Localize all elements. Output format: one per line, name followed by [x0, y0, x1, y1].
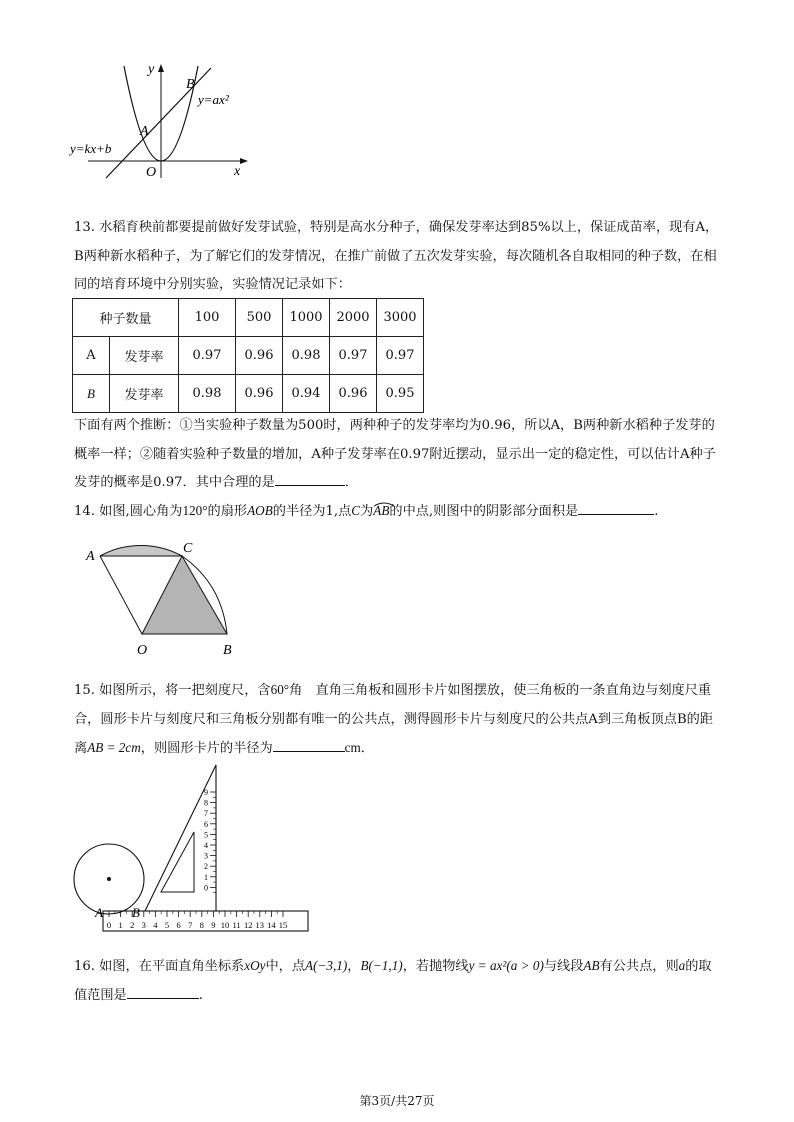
- parabola-expr: y = ax²(a > 0): [468, 958, 544, 973]
- q16-part: 的取值范围是: [74, 959, 712, 1003]
- label-parabola: y=ax²: [198, 92, 229, 107]
- q13-text: 13. 水稻育秧前都要提前做好发芽试验，特别是高水分种子，确保发芽率达到85%以上，保证成苗率，现有A，B两种新水稻种子，为了解它们的发芽情况，在推广前做了五次发芽实验，每次随机各自取相同的种子数，在相同的培育环境中分别实验，实验情况记录如下：: [74, 220, 719, 292]
- triangle-tick-label: 1: [204, 872, 208, 882]
- arc-label: AB: [373, 503, 390, 518]
- q15-part: 角 直角三角板和圆形卡片如图摆放，使三角板的一条直角边与刻度尺重合，圆形卡片与刻度尺和三角板分别都有唯一的公共点，测得圆形卡片与刻度尺的公共点A到三角板顶点B的距离: [74, 683, 714, 756]
- angle-value: 60°: [270, 682, 290, 697]
- x-axis-arrow: [240, 158, 248, 164]
- q16-part: ，: [347, 959, 361, 974]
- punct: ．: [344, 475, 358, 490]
- triangle-tick-label: 4: [204, 841, 208, 850]
- unit-label: cm: [344, 740, 361, 755]
- segment-name: AB: [583, 958, 600, 973]
- answer-blank[interactable]: [275, 471, 345, 486]
- table-cell: B: [73, 375, 110, 413]
- table-cell: 0.95: [377, 375, 424, 413]
- label-A: A: [86, 549, 95, 564]
- table-header-cell: 3000: [377, 299, 424, 337]
- punct: ．: [360, 741, 374, 756]
- triangle-tick-label: 3: [204, 851, 208, 861]
- y-axis-arrow: [158, 64, 164, 72]
- coord-system: xOy: [244, 958, 266, 973]
- side-AO: [100, 556, 142, 634]
- triangle-tick-label: 0: [204, 883, 208, 893]
- arc-overline: [373, 501, 395, 507]
- point-name: C: [351, 503, 361, 518]
- table-cell: 0.94: [283, 375, 330, 413]
- distance-expr: AB = 2cm: [87, 740, 141, 755]
- triangle-tick-label: 9: [204, 788, 208, 797]
- answer-blank[interactable]: [273, 737, 345, 752]
- label-y-axis: y: [148, 62, 155, 77]
- q15-text: [74, 676, 724, 764]
- point-B: B(−1,1): [360, 958, 403, 973]
- table-row: [73, 299, 424, 337]
- ruler-tick-label: 13: [255, 920, 265, 930]
- table-cell: 发芽率: [110, 337, 179, 375]
- punct: .: [654, 504, 659, 519]
- fig14-sector: [80, 538, 250, 663]
- table-cell: 0.97: [179, 337, 236, 375]
- answer-blank[interactable]: [127, 984, 199, 999]
- label-B: B: [132, 905, 140, 920]
- table-cell: 0.96: [330, 375, 377, 413]
- triangle-tick-label: 7: [204, 809, 208, 819]
- q16-part: 与线段: [543, 959, 584, 974]
- variable-a: a: [678, 958, 686, 973]
- ruler-tick-label: 5: [164, 920, 170, 930]
- arc-name: [373, 503, 389, 518]
- sector-name: AOB: [247, 503, 273, 518]
- table-header-cell: 500: [236, 299, 283, 337]
- q16-part: 16. 如图，在平面直角坐标系: [74, 959, 245, 974]
- ruler-tick-label: 2: [130, 920, 135, 930]
- ruler-tick-label: 14: [267, 920, 276, 930]
- angle-value: 120°: [182, 503, 208, 518]
- q16-part: 中，点: [265, 959, 306, 974]
- label-origin: O: [146, 165, 157, 180]
- q14-part: 14. 如图,圆心角为: [74, 504, 183, 519]
- table-header-cell: 种子数量: [73, 299, 179, 337]
- label-O: O: [137, 643, 148, 658]
- table-header-cell: 2000: [330, 299, 377, 337]
- label-point-B: B: [186, 77, 195, 92]
- ruler-tick-label: 7: [188, 920, 193, 930]
- ruler-tick-label: 11: [232, 920, 241, 930]
- ruler-tick-label: 0: [106, 920, 112, 930]
- ruler-tick-label: 9: [211, 920, 216, 930]
- ruler-tick-label: 6: [176, 920, 181, 930]
- table-cell: 发芽率: [110, 375, 179, 413]
- q14-part: 的中点,则图中的阴影部分面积是: [389, 504, 579, 519]
- label-point-A: A: [140, 124, 149, 139]
- label-C: C: [183, 541, 193, 556]
- q16-part: 有公共点，则: [599, 959, 679, 974]
- ruler-tick-label: 3: [141, 920, 146, 930]
- table-cell: 0.97: [377, 337, 424, 375]
- label-A: A: [95, 905, 103, 920]
- triangle-tick-label: 6: [204, 819, 208, 829]
- q13-inference-text: 下面有两个推断：①当实验种子数量为500时，两种种子的发芽率均为0.96，所以A，B两种新水稻种子发芽的概率一样；②随着实验种子数量的增加，A种子发芽率在0.97附近摆动，显示出一定的稳定性，可以估计A种子发芽的概率是0.97．其中合理的是: [74, 418, 716, 490]
- table-header-cell: 1000: [283, 299, 330, 337]
- triangle-tick-label: 8: [204, 798, 208, 808]
- card-center: [107, 877, 111, 881]
- q13-inferences: [74, 412, 724, 498]
- ruler-tick-label: 12: [243, 920, 253, 930]
- ruler-tick-label: 10: [220, 920, 230, 930]
- q15-part: ，则圆形卡片的半径为: [140, 741, 273, 756]
- q15-part: 15. 如图所示，将一把刻度尺，含: [74, 683, 271, 698]
- table-cell: A: [73, 337, 110, 375]
- table-cell: 0.96: [236, 337, 283, 375]
- triangle-ticks: [204, 788, 216, 893]
- q13-table: [72, 298, 424, 413]
- answer-blank[interactable]: [578, 500, 654, 515]
- table-cell: 0.97: [330, 337, 377, 375]
- q14-text: [74, 497, 724, 527]
- ruler-tick-label: 1: [118, 920, 123, 930]
- punct: .: [198, 987, 203, 1003]
- table-header-cell: 100: [179, 299, 236, 337]
- fig12-graph: [68, 58, 258, 183]
- ruler-tick-label: 15: [278, 920, 288, 930]
- q14-part: 的半径为1,点: [272, 504, 352, 519]
- table-row: [73, 375, 424, 413]
- table-row: [73, 337, 424, 375]
- triangle-tick-label: 2: [204, 862, 208, 872]
- q14-part: 的扇形: [207, 504, 248, 519]
- ruler-tick-label: 4: [153, 920, 158, 930]
- triangle-OCB-shaded: [142, 556, 227, 634]
- label-B: B: [223, 643, 232, 658]
- table-cell: 0.96: [236, 375, 283, 413]
- table-cell: 0.98: [283, 337, 330, 375]
- label-x-axis: x: [234, 164, 241, 179]
- segment-AC-shaded: [100, 545, 182, 556]
- page-footer: 第3页/共27页: [359, 1094, 435, 1108]
- ruler-tick-label: 8: [199, 920, 204, 930]
- set-square-inner: [161, 832, 194, 892]
- q16-text: [74, 952, 724, 1010]
- q16-part: ，若抛物线: [402, 959, 469, 974]
- table-cell: 0.98: [179, 375, 236, 413]
- triangle-tick-label: 5: [204, 830, 208, 840]
- label-line: y=kx+b: [70, 141, 112, 156]
- point-A: A(−3,1): [305, 958, 348, 973]
- fig15-ruler-setup: [70, 762, 310, 940]
- q14-part: 为: [360, 504, 374, 519]
